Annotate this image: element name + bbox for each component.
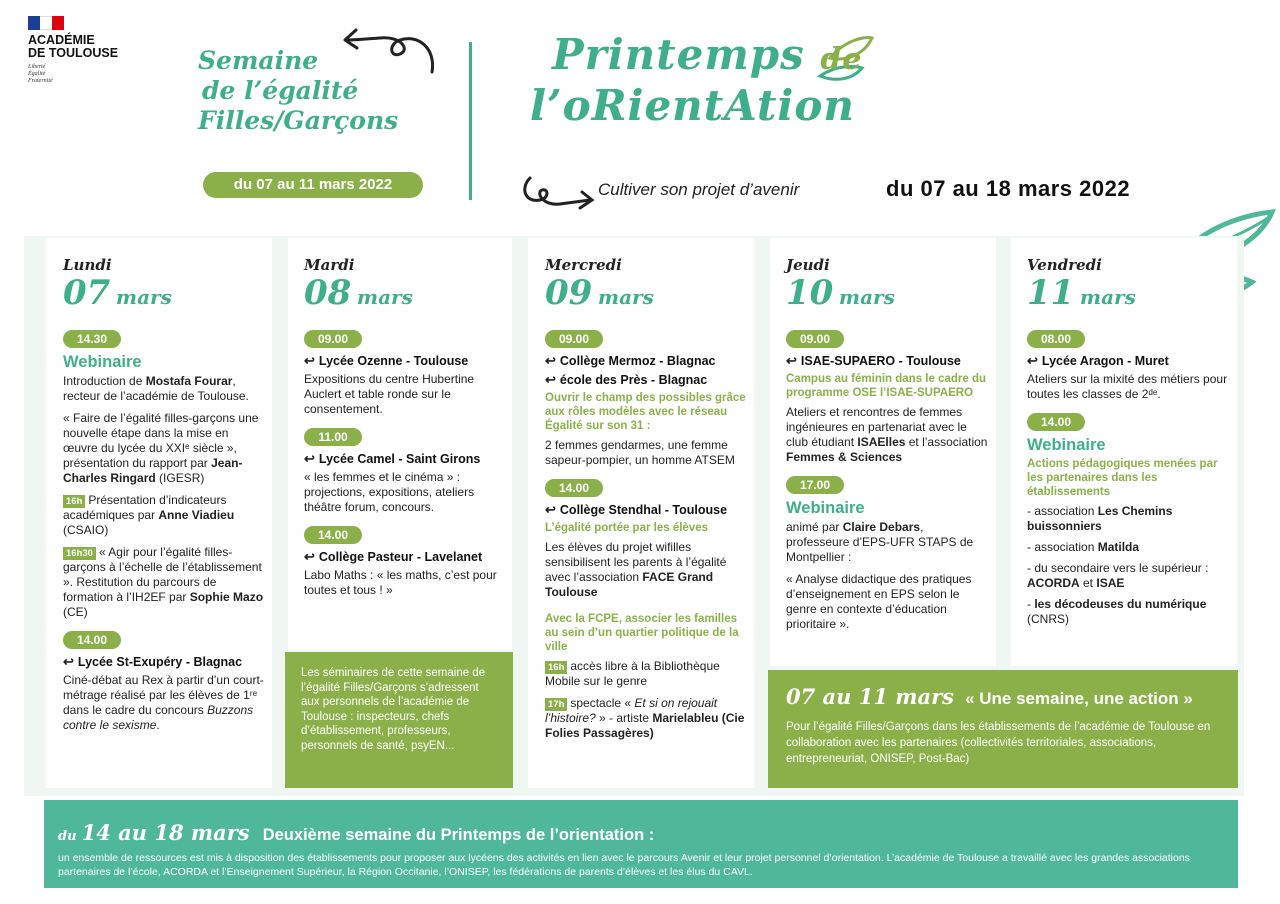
semaine-line-3: Filles/Garçons <box>198 106 399 135</box>
day-number: 08 <box>304 273 352 313</box>
day-name: Lundi <box>63 256 112 274</box>
venue: ↩ Lycée St-Exupéry - Blagnac <box>63 654 243 669</box>
event-desc: « Faire de l’égalité filles-garçons une nouvelle étape dans la mise en œuvre du lycée du XXIᵉ siècle », présentation du rapport par Jean-Charles Ringard (IGESR) <box>63 411 259 485</box>
day-name: Vendredi <box>1027 256 1102 274</box>
academie-logo <box>28 16 138 85</box>
event-title: Webinaire <box>786 499 865 517</box>
curly-arrow-icon: ↩ <box>545 372 556 387</box>
action-dates: 07 au 11 mars <box>786 684 954 709</box>
org-line2: DE TOULOUSE <box>28 46 119 60</box>
day-date <box>304 274 506 318</box>
time-pill: 09.00 <box>304 330 362 348</box>
event-subtitle: Campus au féminin dans le cadre du programme OSE l’ISAE-SUPAERO <box>786 373 987 399</box>
event-title: Webinaire <box>63 353 142 371</box>
org-line1: ACADÉMIE <box>28 33 95 47</box>
day-month: mars <box>356 285 413 309</box>
seminar-info-box <box>285 652 513 788</box>
curly-arrow-icon: ↩ <box>304 353 315 368</box>
day-column-wednesday <box>528 238 754 788</box>
semaine-line-1: Semaine <box>198 46 319 75</box>
pdo-de: de <box>820 42 863 77</box>
footer-heading <box>58 820 1224 845</box>
venue: ↩ Lycée Camel - Saint Girons <box>304 451 481 466</box>
footer-title: Deuxième semaine du Printemps de l’orientation : <box>262 826 655 844</box>
time-pill: 09.00 <box>545 330 603 348</box>
french-flag-icon <box>28 16 64 30</box>
day-number: 11 <box>1027 273 1075 313</box>
footer-dates-pre: du <box>58 829 77 844</box>
venue: ↩ Lycée Ozenne - Toulouse <box>304 353 469 368</box>
motto-1: Liberté <box>28 64 46 70</box>
event-subtitle: Avec la FCPE, associer les familles au sein d’un quartier politique de la ville <box>545 613 739 653</box>
venue: ↩ Collège Pasteur - Lavelanet <box>304 549 483 564</box>
seminar-info-text: Les séminaires de cette semaine de l’égalité Filles/Garçons s’adressent aux personnels de l’académie de Toulouse : inspecteurs, chefs d’établissement, professeurs, personnels de santé, psyEN... <box>301 667 486 752</box>
time-pill: 09.00 <box>786 330 844 348</box>
event-desc: Les élèves du projet wifilles sensibilisent les parents à l’égalité avec l’association FACE Grand Toulouse <box>545 540 727 599</box>
pdo-printemps: Printemps <box>552 30 805 79</box>
semaine-line-2: de l’égalité <box>202 76 359 105</box>
venue: ↩ école des Près - Blagnac <box>545 372 708 387</box>
day-number: 10 <box>786 273 834 313</box>
event-desc: 16h accès libre à la Bibliothèque Mobile sur le genre <box>545 659 720 688</box>
venue: ↩ Collège Stendhal - Toulouse <box>545 502 728 517</box>
footer-band <box>44 800 1238 888</box>
time-pill: 14.30 <box>63 330 121 348</box>
day-name: Mercredi <box>545 256 622 274</box>
time-pill: 08.00 <box>1027 330 1085 348</box>
event-desc: « Analyse didactique des pratiques d’enseignement en EPS selon le genre en contexte d’éducation prioritaire ». <box>786 572 972 631</box>
day-column-thursday <box>770 238 996 666</box>
time-pill: 14.00 <box>1027 413 1085 431</box>
footer-text: un ensemble de ressources est mis à disposition des établissements pour proposer aux lycéens des activités en lien avec le parcours Avenir et leur projet personnel d’orientation. L’académie de Toulouse a travaillé avec les grandes associations partenaires de l’école, ACORDA et l’Enseignement Supérieur, la Région Occitanie, l’ONISEP, les fédérations de parents d’élèves et les élus du CAVL. <box>58 852 1190 878</box>
main-dates: du 07 au 18 mars 2022 <box>886 176 1131 201</box>
day-month: mars <box>1079 285 1136 309</box>
event-desc: Labo Maths : « les maths, c’est pour toutes et tous ! » <box>304 568 497 597</box>
event-desc: Expositions du centre Hubertine Auclert et table ronde sur le consentement. <box>304 372 475 416</box>
pdo-line1 <box>552 32 862 83</box>
curly-arrow-icon: ↩ <box>786 353 797 368</box>
day-date <box>786 274 988 318</box>
day-date <box>1027 274 1229 318</box>
pdo-title <box>530 32 862 129</box>
event-desc: « les femmes et le cinéma » : projections, expositions, ateliers théâtre forum, concours. <box>304 470 475 514</box>
list-item: - du secondaire vers le supérieur : ACORDA et ISAE <box>1027 561 1209 590</box>
day-column-monday <box>46 238 272 788</box>
time-pill: 14.00 <box>63 631 121 649</box>
action-text: Pour l’égalité Filles/Garçons dans les établissements de l’académie de Toulouse en collaboration avec les partenaires (collectivités territoriales, associations, entrepreneuriat, ONISEP, Post-Bac) <box>786 721 1211 765</box>
event-desc: Ateliers sur la mixité des métiers pour toutes les classes de 2ᵈᵉ. <box>1027 372 1228 401</box>
header-divider <box>469 42 472 200</box>
list-item: - les décodeuses du numérique (CNRS) <box>1027 597 1207 626</box>
day-number: 09 <box>545 273 593 313</box>
event-subtitle: L’égalité portée par les élèves <box>545 522 708 534</box>
semaine-title <box>198 46 428 136</box>
event-desc: 17h spectacle « Et si on rejouait l’histoire? » - artiste Marielableu (Cie Folies Passagères) <box>545 696 745 740</box>
time-tag: 16h <box>63 495 85 508</box>
list-item: - association Matilda <box>1027 540 1140 554</box>
time-pill: 14.00 <box>304 526 362 544</box>
motto <box>28 64 138 85</box>
time-tag: 17h <box>545 698 567 711</box>
event-desc: Ciné-débat au Rex à partir d’un court-métrage réalisé par les élèves de 1ʳᵉ dans le cadre du concours Buzzons contre le sexisme. <box>63 673 264 732</box>
day-month: mars <box>115 285 172 309</box>
day-month: mars <box>597 285 654 309</box>
day-month: mars <box>838 285 895 309</box>
curly-arrow-icon: ↩ <box>63 654 74 669</box>
motto-2: Égalité <box>28 71 46 77</box>
curly-arrow-icon: ↩ <box>545 353 556 368</box>
partner-list <box>1027 504 1229 627</box>
day-date <box>63 274 266 318</box>
semaine-dates: du 07 au 11 mars 2022 <box>203 172 423 198</box>
time-pill: 11.00 <box>304 428 362 446</box>
day-name: Mardi <box>304 256 355 274</box>
event-desc: 2 femmes gendarmes, une femme sapeur-pompier, un homme ATSEM <box>545 438 735 467</box>
event-desc: 16h30 « Agir pour l’égalité filles-garçons à l’échelle de l’établissement ». Restitution du parcours de formation à l’IH2EF par Sophie Mazo (CE) <box>63 545 264 619</box>
time-tag: 16h <box>545 661 567 674</box>
curly-arrow-icon: ↩ <box>545 502 556 517</box>
footer-dates: 14 au 18 mars <box>81 820 250 845</box>
day-column-friday <box>1011 238 1237 666</box>
day-name: Jeudi <box>786 256 830 274</box>
event-subtitle: Ouvrir le champ des possibles grâce aux rôles modèles avec le réseau Égalité sur son 31 : <box>545 392 746 432</box>
time-pill: 14.00 <box>545 479 603 497</box>
motto-3: Fraternité <box>28 78 53 84</box>
day-number: 07 <box>63 273 111 313</box>
event-desc: Ateliers et rencontres de femmes ingénieures en partenariat avec le club étudiant ISAElles et l’association Femmes & Sciences <box>786 405 988 464</box>
list-item: - association Les Chemins buissonniers <box>1027 504 1173 533</box>
day-column-tuesday <box>288 238 512 650</box>
venue: ↩ Lycée Aragon - Muret <box>1027 353 1169 368</box>
curly-arrow-icon: ↩ <box>304 451 315 466</box>
action-title: « Une semaine, une action » <box>965 689 1193 708</box>
curly-arrow-icon: ↩ <box>1027 353 1038 368</box>
time-pill: 17.00 <box>786 476 844 494</box>
event-desc: animé par Claire Debars, professeure d’EPS-UFR STAPS de Montpellier : <box>786 520 974 564</box>
curly-arrow-icon: ↩ <box>304 549 315 564</box>
day-date <box>545 274 746 318</box>
pdo-line2: l’oRientAtion <box>530 83 862 129</box>
tagline: Cultiver son projet d’avenir <box>598 180 800 199</box>
action-heading <box>786 684 1222 709</box>
time-tag: 16h30 <box>63 547 96 560</box>
event-desc: 16h Présentation d’indicateurs académiques par Anne Viadieu (CSAIO) <box>63 493 235 537</box>
event-title: Webinaire <box>1027 436 1106 454</box>
event-subtitle: Actions pédagogiques menées par les partenaires dans les établissements <box>1027 458 1218 498</box>
venue: ↩ Collège Mermoz - Blagnac <box>545 353 716 368</box>
action-box <box>768 670 1238 788</box>
event-desc: Introduction de Mostafa Fourar, recteur de l’académie de Toulouse. <box>63 374 249 403</box>
venue: ↩ ISAE-SUPAERO - Toulouse <box>786 353 961 368</box>
